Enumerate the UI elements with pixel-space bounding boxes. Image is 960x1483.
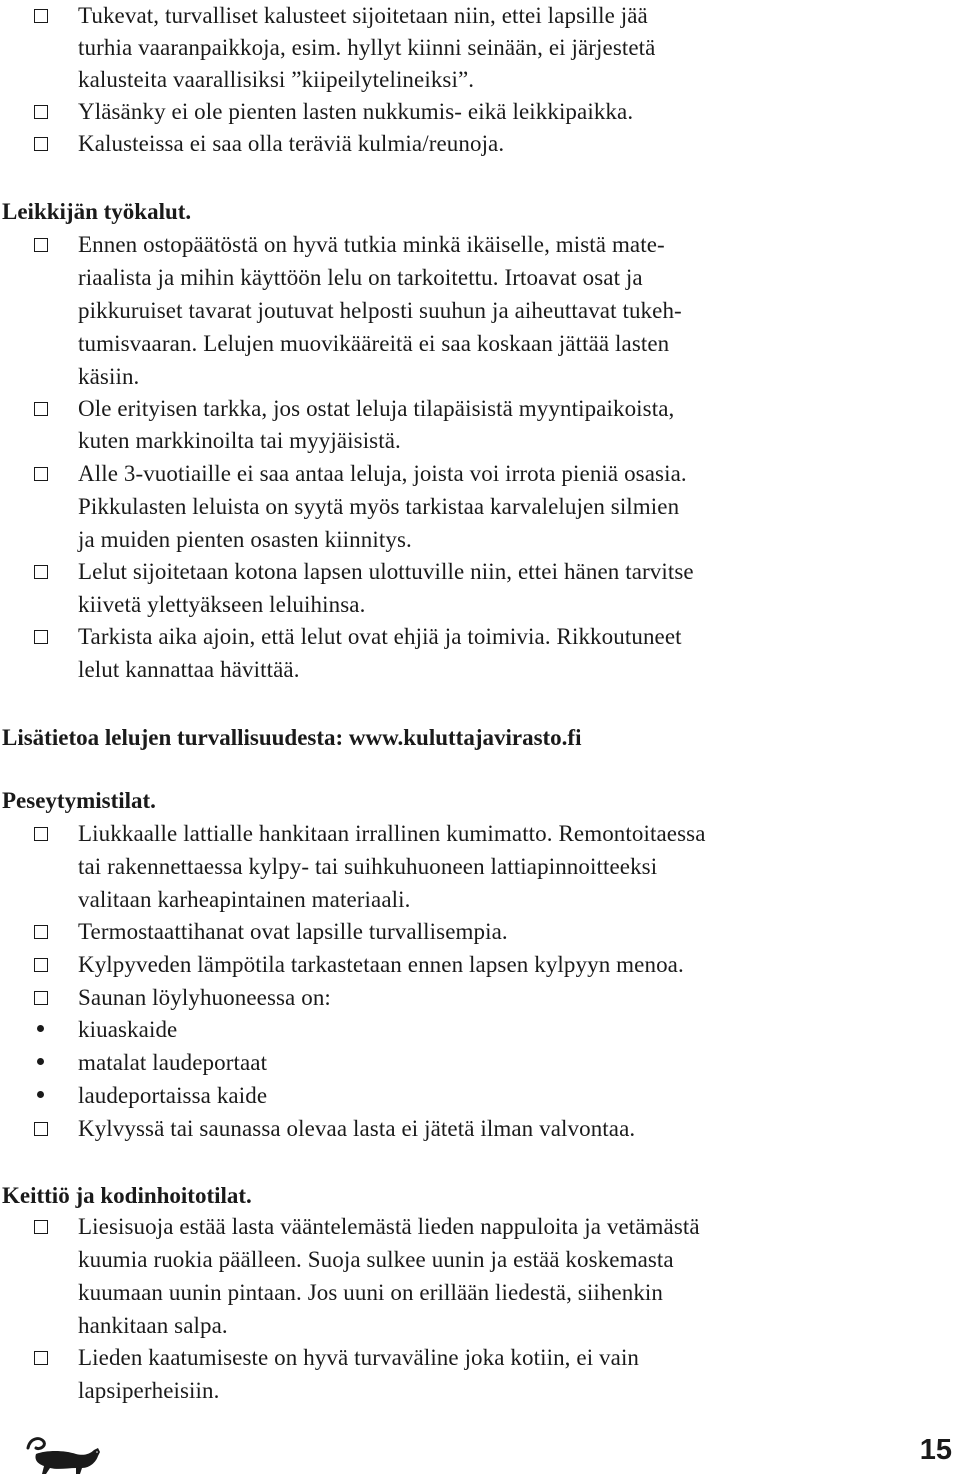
text-line: Yläsänky ei ole pienten lasten nukkumis- eikä leikkipaikka. [78, 99, 634, 124]
text-line: turhia vaaranpaikkoja, esim. hyllyt kiinni seinään, ei järjestetä [78, 35, 656, 60]
checkbox-icon [34, 958, 48, 972]
checkbox-icon [34, 105, 48, 119]
text-line: Kylpyveden lämpötila tarkastetaan ennen lapsen kylpyyn menoa. [78, 952, 684, 977]
text-line: tumisvaaran. Lelujen muovikääreitä ei saa koskaan jättää lasten [78, 331, 670, 356]
text-line: Lieden kaatumiseste on hyvä turvaväline joka kotiin, ei vain [78, 1345, 640, 1370]
checkbox-icon [34, 565, 48, 579]
text-line: riaalista ja mihin käyttöön lelu on tarkoitettu. Irtoavat osat ja [78, 265, 643, 290]
checkbox-icon [34, 925, 48, 939]
text-line: pikkuruiset tavarat joutuvat helposti suuhun ja aiheuttavat tukeh- [78, 298, 682, 323]
checkbox-icon [34, 1351, 48, 1365]
text-line: lelut kannattaa hävittää. [78, 657, 300, 682]
text-line: lapsiperheisiin. [78, 1378, 220, 1403]
text-line: Tukevat, turvalliset kalusteet sijoitetaan niin, ettei lapsille jää [78, 3, 648, 28]
checkbox-icon [34, 402, 48, 416]
checkbox-icon [34, 137, 48, 151]
bullet-icon [37, 1091, 44, 1098]
checkbox-icon [34, 1122, 48, 1136]
text-line: Alle 3-vuotiaille ei saa antaa leluja, joista voi irrota pieniä osasia. [78, 461, 687, 486]
text-line: Liesisuoja estää lasta vääntelemästä lieden nappuloita ja vetämästä [78, 1214, 700, 1239]
text-line: hankitaan salpa. [78, 1313, 228, 1338]
checkbox-icon [34, 9, 48, 23]
text-line: Kylvyssä tai saunassa olevaa lasta ei jätetä ilman valvontaa. [78, 1116, 636, 1141]
text-line: Kalusteissa ei saa olla teräviä kulmia/reunoja. [78, 131, 505, 156]
text-line: Ennen ostopäätöstä on hyvä tutkia minkä ikäiselle, mistä mate- [78, 232, 665, 257]
text-line: tai rakennettaessa kylpy- tai suihkuhuoneen lattiapinnoitteeksi [78, 854, 658, 879]
text-line: laudeportaissa kaide [78, 1083, 268, 1108]
checkbox-icon [34, 630, 48, 644]
text-line: Saunan löylyhuoneessa on: [78, 985, 331, 1010]
bullet-icon [37, 1058, 44, 1065]
text-line: matalat laudeportaat [78, 1050, 268, 1075]
text-line: Lelut sijoitetaan kotona lapsen ulottuville niin, ettei hänen tarvitse [78, 559, 694, 584]
page-number: 15 [919, 1434, 952, 1466]
text-line: ja muiden pienten osasten kiinnitys. [78, 527, 412, 552]
text-line: Termostaattihanat ovat lapsille turvallisempia. [78, 919, 508, 944]
text-line: kiuaskaide [78, 1017, 178, 1042]
more-info-heading: Lisätietoa lelujen turvallisuudesta: www.kuluttajavirasto.fi [2, 725, 582, 750]
checkbox-icon [34, 991, 48, 1005]
text-line: kuten markkinoilta tai myyjäisistä. [78, 428, 401, 453]
section-heading: Peseytymistilat. [2, 788, 156, 813]
text-line: Pikkulasten leluista on syytä myös tarkistaa karvalelujen silmien [78, 494, 680, 519]
checkbox-icon [34, 467, 48, 481]
text-line: kalusteita vaarallisiksi ”kiipeilytelineiksi”. [78, 67, 475, 92]
bullet-icon [37, 1025, 44, 1032]
checkbox-icon [34, 238, 48, 252]
checkbox-icon [34, 827, 48, 841]
section-heading: Keittiö ja kodinhoitotilat. [2, 1183, 252, 1208]
section-heading: Leikkijän työkalut. [2, 199, 192, 224]
text-line: kuumaan uunin pintaan. Jos uuni on erillään liedestä, siihenkin [78, 1280, 664, 1305]
text-line: Ole erityisen tarkka, jos ostat leluja tilapäisistä myyntipaikoista, [78, 396, 675, 421]
text-line: Liukkaalle lattialle hankitaan irrallinen kumimatto. Remontoitaessa [78, 821, 706, 846]
text-line: käsiin. [78, 364, 140, 389]
cat-logo-icon [24, 1428, 106, 1476]
text-line: kuumia ruokia päälleen. Suoja sulkee uunin ja estää koskemasta [78, 1247, 674, 1272]
text-line: valitaan karheapintainen materiaali. [78, 887, 411, 912]
text-line: Tarkista aika ajoin, että lelut ovat ehjiä ja toimivia. Rikkoutuneet [78, 624, 682, 649]
text-line: kiivetä ylettyäkseen leluihinsa. [78, 592, 366, 617]
checkbox-icon [34, 1220, 48, 1234]
